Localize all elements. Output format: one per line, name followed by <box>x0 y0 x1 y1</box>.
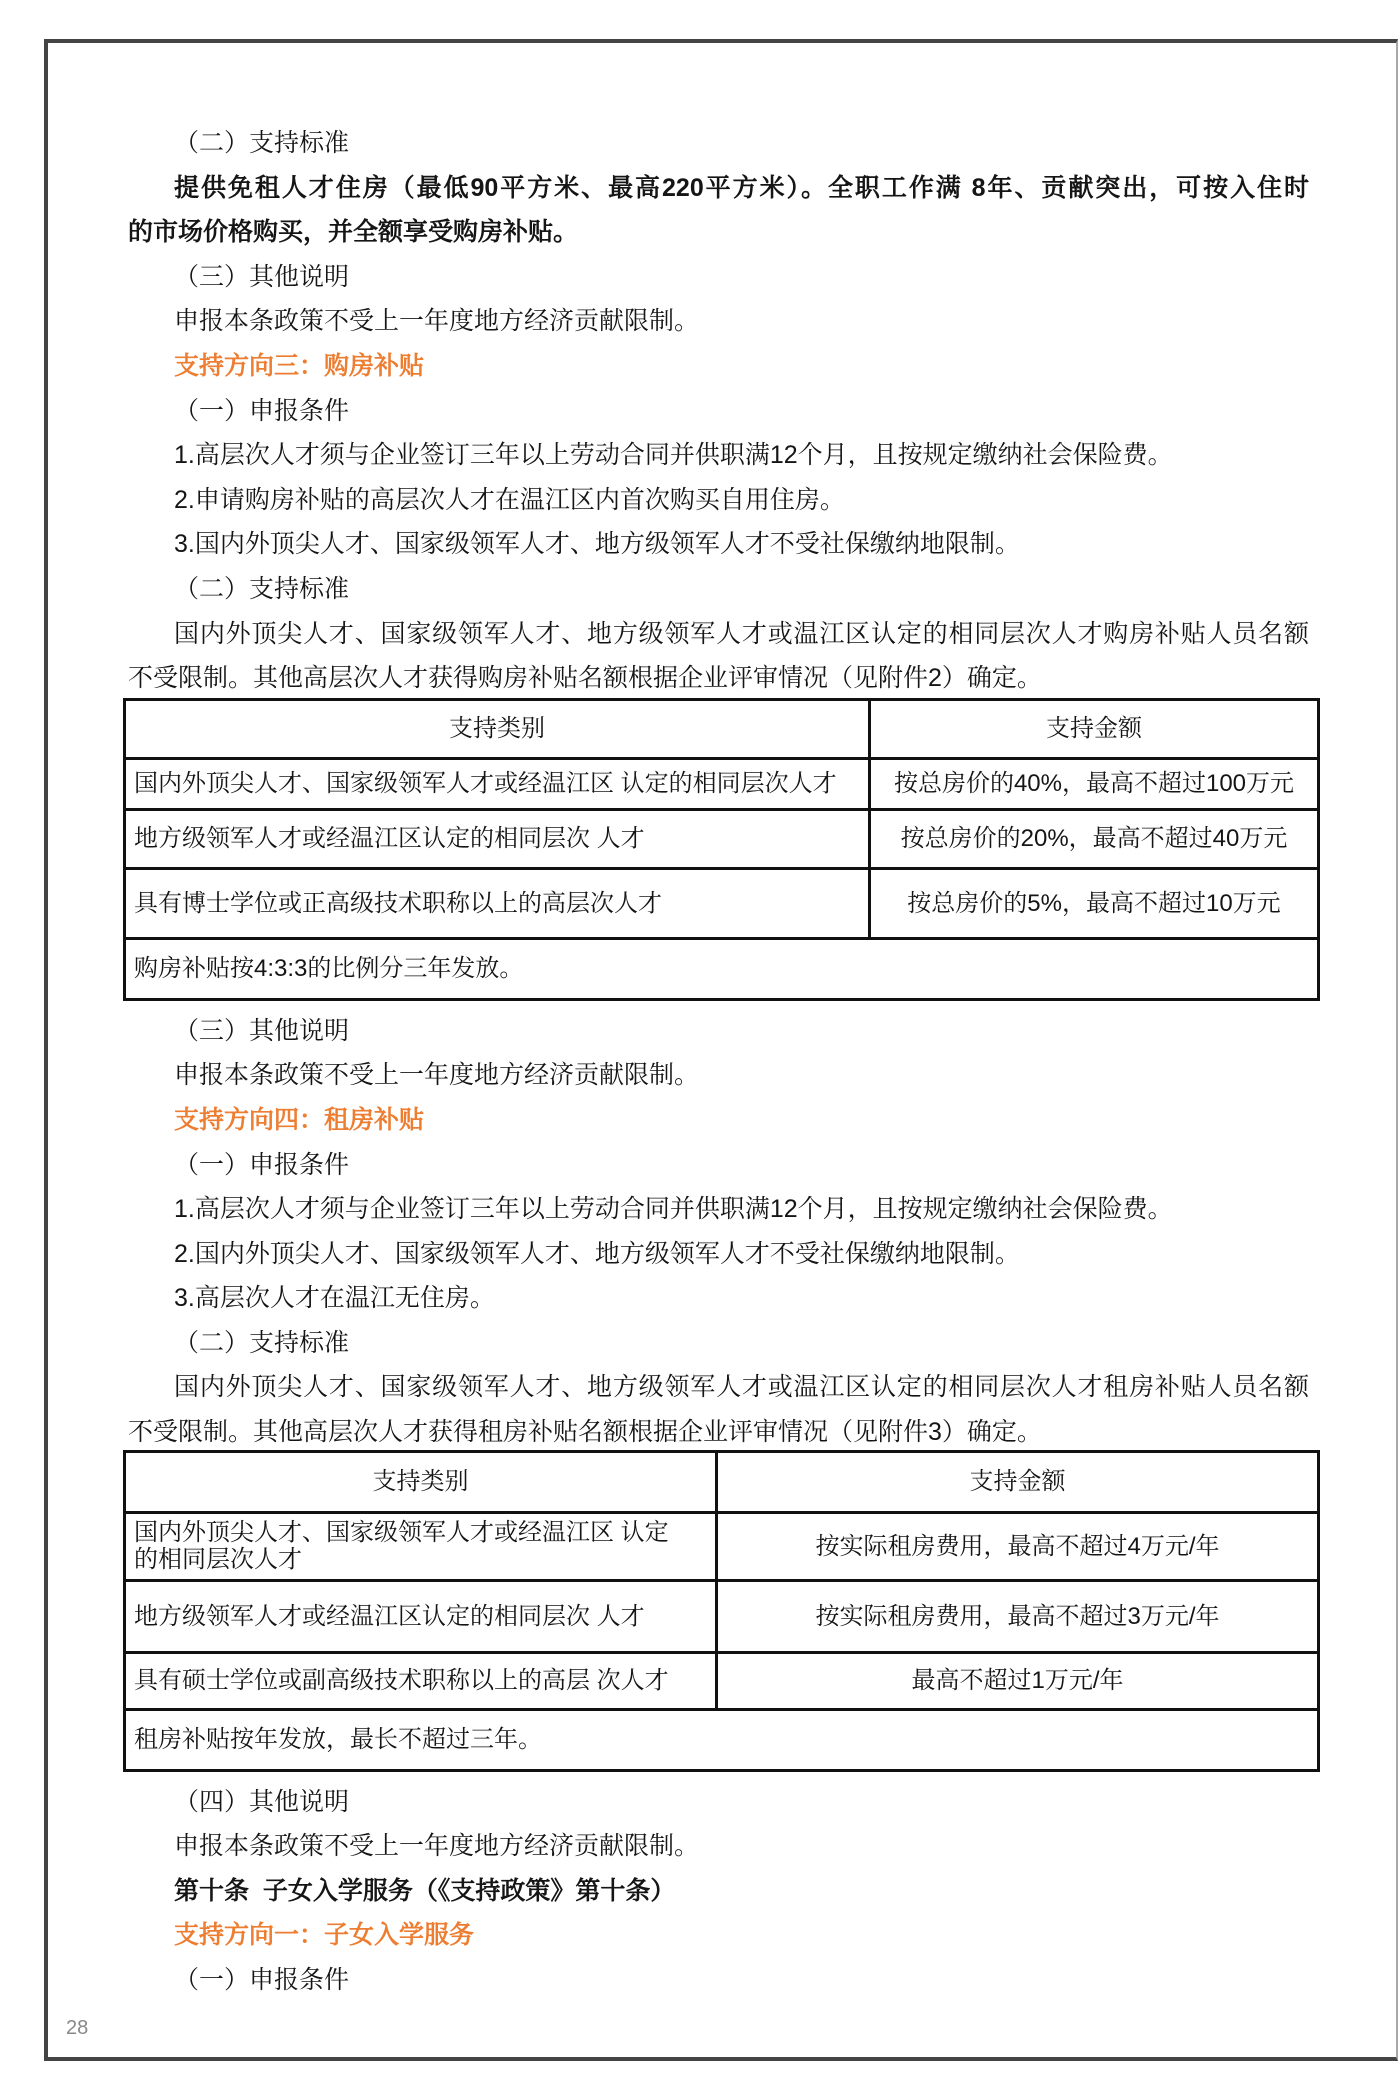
direction-title: 支持方向四：租房补贴 <box>174 1105 425 1134</box>
page-number: 28 <box>66 2017 89 2039</box>
table-cell-category: 地方级领军人才或经温江区认定的相同层次 人才 <box>125 1580 717 1652</box>
table-cell-category: 国内外顶尖人才、国家级领军人才或经温江区 认定的相同层次人才 <box>125 758 870 809</box>
condition-item: 1.高层次人才须与企业签订三年以上劳动合同并供职满12个月，且按规定缴纳社会保险费。 <box>174 441 1173 470</box>
subsection-heading: （二）支持标准 <box>174 1328 350 1357</box>
condition-item: 2.国内外顶尖人才、国家级领军人才、地方级领军人才不受社保缴纳地限制。 <box>174 1239 1020 1268</box>
table-footnote-row <box>125 1709 1319 1770</box>
table-cell-amount: 最高不超过1万元/年 <box>717 1652 1319 1709</box>
paragraph-line: 国内外顶尖人才、国家级领军人才、地方级领军人才或温江区认定的相同层次人才购房补贴人员名额 <box>174 619 1309 648</box>
direction-title: 支持方向一：子女入学服务 <box>174 1921 475 1950</box>
condition-item: 2.申请购房补贴的高层次人才在温江区内首次购买自用住房。 <box>174 485 845 514</box>
table-cell-category: 具有博士学位或正高级技术职称以上的高层次人才 <box>125 868 870 938</box>
page-content <box>128 121 1318 2003</box>
condition-item: 3.国内外顶尖人才、国家级领军人才、地方级领军人才不受社保缴纳地限制。 <box>174 530 1020 559</box>
table-header-cell: 支持金额 <box>870 699 1319 758</box>
table-cell-category: 具有硕士学位或副高级技术职称以上的高层 次人才 <box>125 1652 717 1709</box>
subsection-heading: （四）其他说明 <box>174 1787 350 1816</box>
table-row <box>125 868 1319 938</box>
table-cell-amount: 按总房价的5%，最高不超过10万元 <box>870 868 1319 938</box>
subsection-heading: （一）申报条件 <box>174 1966 350 1995</box>
table-header-row <box>125 1451 1319 1512</box>
condition-item: 3.高层次人才在温江无住房。 <box>174 1284 495 1313</box>
paragraph-line: 不受限制。其他高层次人才获得购房补贴名额根据企业评审情况（见附件2）确定。 <box>128 664 1042 693</box>
paragraph-line: 的市场价格购买，并全额享受购房补贴。 <box>128 218 579 247</box>
table-header-row <box>125 699 1319 758</box>
subsection-heading: （一）申报条件 <box>174 1150 350 1179</box>
subsection-heading: （三）其他说明 <box>174 1016 350 1045</box>
article-title: 第十条 子女入学服务（《支持政策》第十条） <box>174 1876 676 1905</box>
table-row <box>125 1580 1319 1652</box>
table-cell-amount: 按实际租房费用，最高不超过3万元/年 <box>717 1580 1319 1652</box>
table-header-cell: 支持金额 <box>717 1451 1319 1512</box>
table-row <box>125 1652 1319 1709</box>
subsection-heading: （三）其他说明 <box>174 262 350 291</box>
subsection-heading: （二）支持标准 <box>174 574 350 603</box>
table-cell-amount: 按总房价的40%，最高不超过100万元 <box>870 758 1319 809</box>
table-cell-category: 地方级领军人才或经温江区认定的相同层次 人才 <box>125 809 870 868</box>
table-footnote: 购房补贴按4:3:3的比例分三年发放。 <box>125 938 1319 999</box>
paragraph-line: 申报本条政策不受上一年度地方经济贡献限制。 <box>174 1061 700 1090</box>
table-cell-category-text: 国内外顶尖人才、国家级领军人才或经温江区 认定的相同层次人才 <box>134 1519 669 1574</box>
table-header-cell: 支持类别 <box>125 1451 717 1512</box>
paragraph-line: 国内外顶尖人才、国家级领军人才、地方级领军人才或温江区认定的相同层次人才租房补贴人员名额 <box>174 1373 1309 1402</box>
table-row <box>125 809 1319 868</box>
subsection-heading: （一）申报条件 <box>174 396 350 425</box>
housing-purchase-subsidy-table <box>123 698 1320 1001</box>
condition-item: 1.高层次人才须与企业签订三年以上劳动合同并供职满12个月，且按规定缴纳社会保险费。 <box>174 1195 1173 1224</box>
paragraph-line: 提供免租人才住房（最低90平方米、最高220平方米）。全职工作满 8年、贡献突出，可按入住时 <box>174 173 1309 202</box>
table-header-cell: 支持类别 <box>125 699 870 758</box>
table-footnote: 租房补贴按年发放，最长不超过三年。 <box>125 1709 1319 1770</box>
table-row <box>125 1512 1319 1580</box>
rent-subsidy-table <box>123 1450 1320 1772</box>
table-cell-amount: 按总房价的20%，最高不超过40万元 <box>870 809 1319 868</box>
table-row <box>125 758 1319 809</box>
table-cell-amount: 按实际租房费用，最高不超过4万元/年 <box>717 1512 1319 1580</box>
paragraph-line: 不受限制。其他高层次人才获得租房补贴名额根据企业评审情况（见附件3）确定。 <box>128 1418 1042 1447</box>
paragraph-line: 申报本条政策不受上一年度地方经济贡献限制。 <box>174 307 700 336</box>
table-footnote-row <box>125 938 1319 999</box>
subsection-heading: （二）支持标准 <box>174 129 350 157</box>
paragraph-line: 申报本条政策不受上一年度地方经济贡献限制。 <box>174 1832 700 1861</box>
table-cell-category <box>125 1512 717 1580</box>
direction-title: 支持方向三：购房补贴 <box>174 351 425 380</box>
